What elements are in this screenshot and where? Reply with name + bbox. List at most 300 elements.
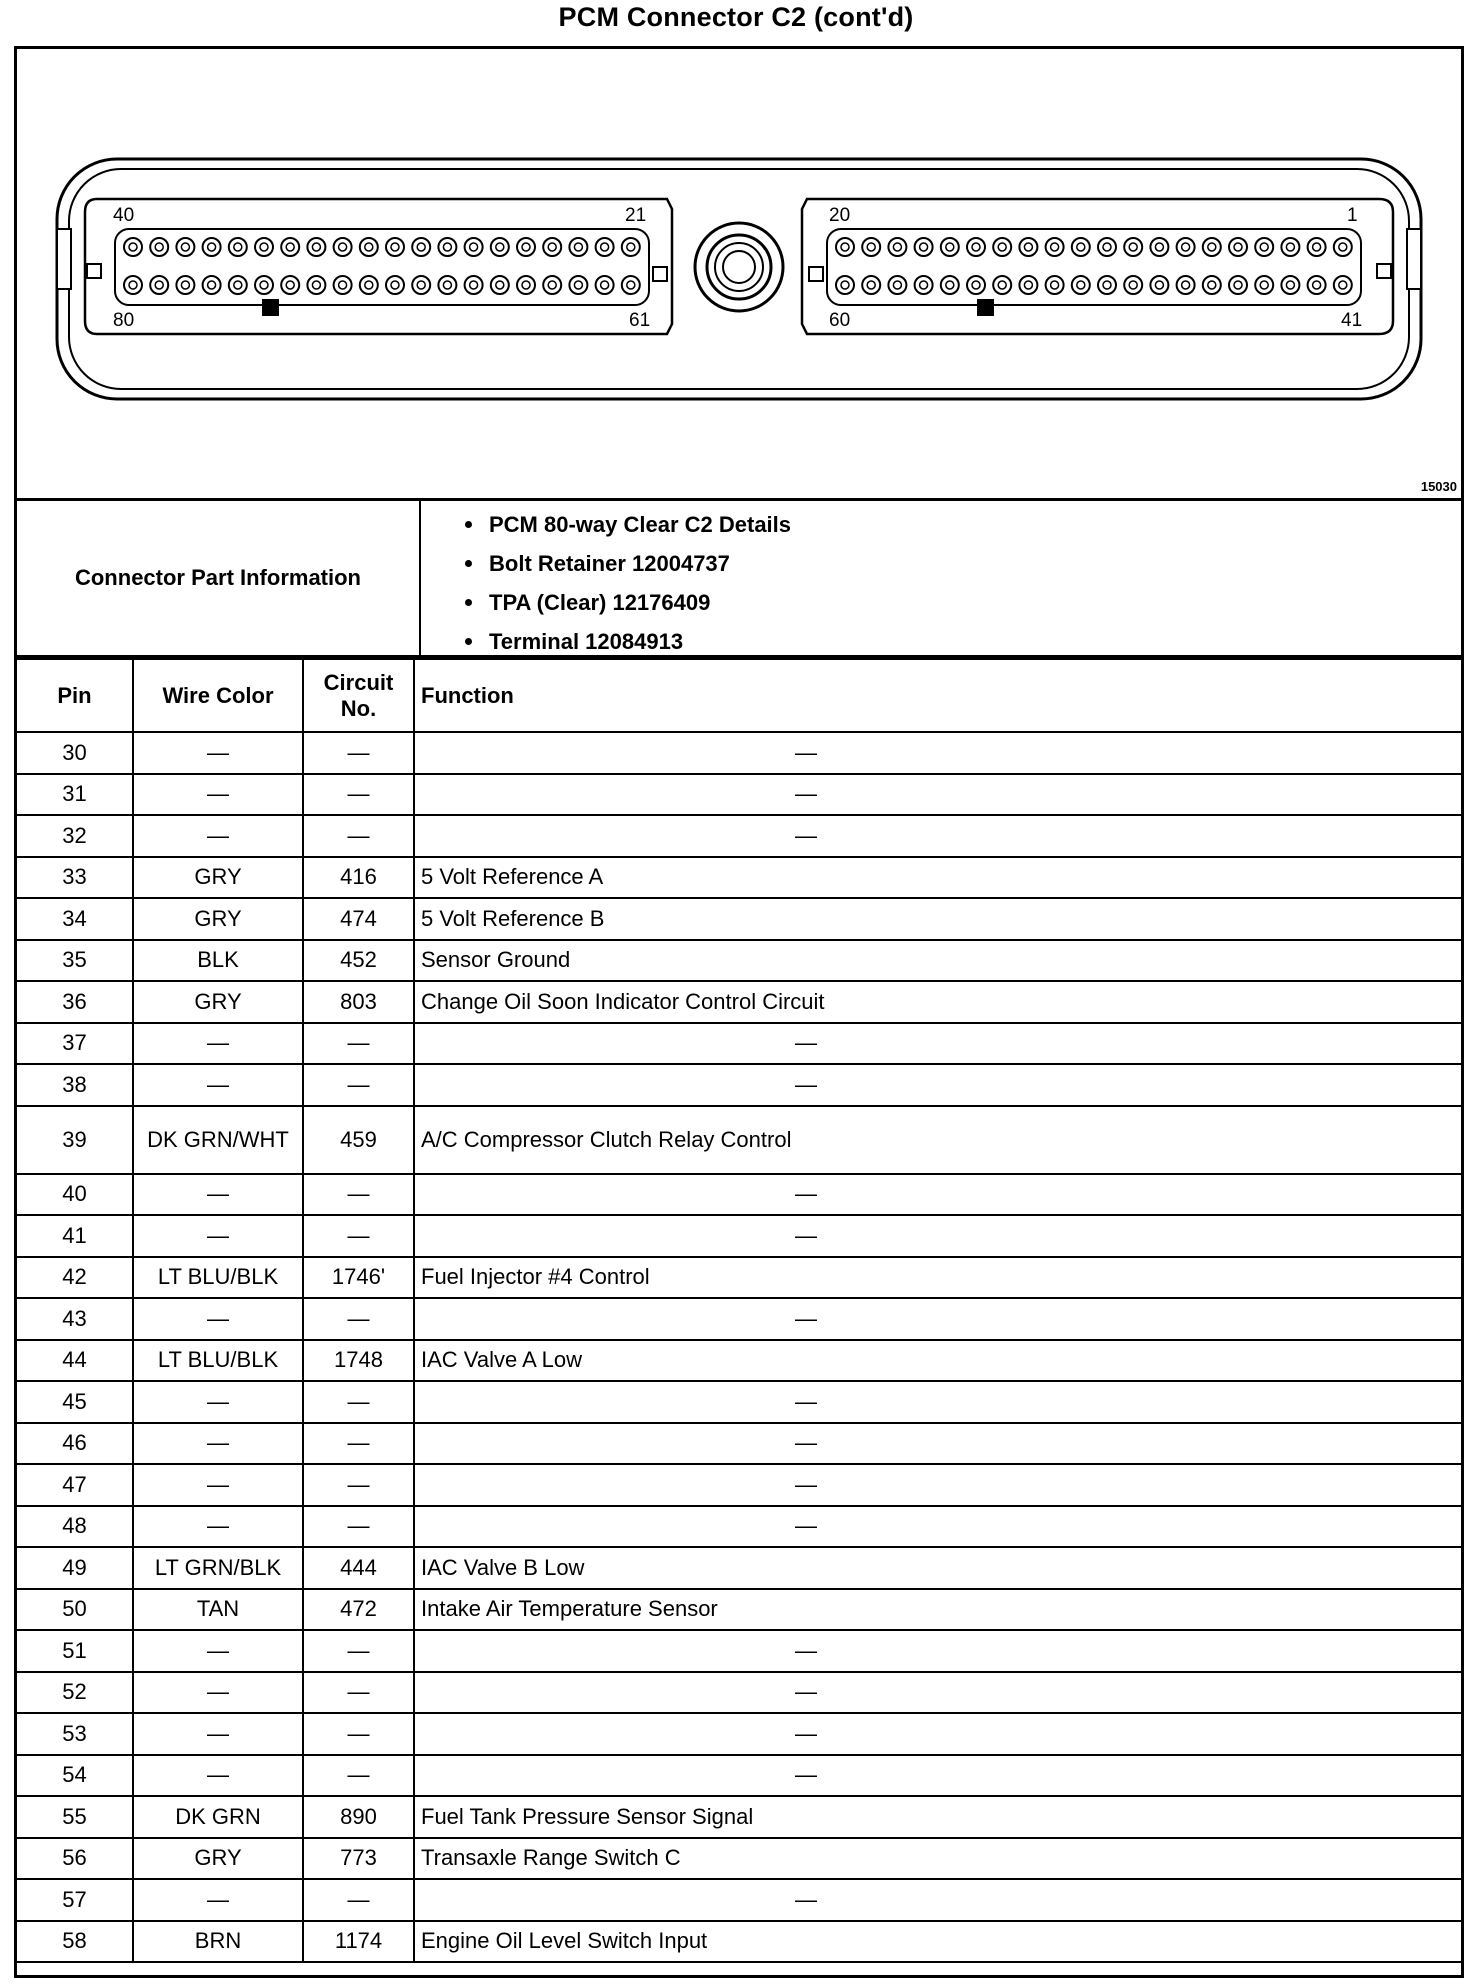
- pin-hole-inner: [920, 281, 928, 289]
- circuit-cell: —: [303, 1423, 414, 1465]
- pin-cell: 56: [17, 1838, 133, 1880]
- pin-hole-inner: [1024, 243, 1032, 251]
- function-cell: IAC Valve A Low: [414, 1340, 1461, 1382]
- pin-hole-inner: [470, 281, 478, 289]
- wire-color-cell: —: [133, 1879, 303, 1921]
- function-cell: IAC Valve B Low: [414, 1547, 1461, 1589]
- pin-hole: [281, 276, 299, 294]
- function-cell: —: [414, 1755, 1461, 1797]
- pin-hole-inner: [234, 243, 242, 251]
- pin-hole-inner: [548, 243, 556, 251]
- pin-hole: [1177, 276, 1195, 294]
- table-row: [17, 1340, 1461, 1382]
- pin-cell: 33: [17, 857, 133, 899]
- function-cell: —: [414, 732, 1461, 774]
- pin-hole-inner: [260, 281, 268, 289]
- table-row: [17, 1921, 1461, 1963]
- pin-cell: 40: [17, 1174, 133, 1216]
- pin-hole: [465, 276, 483, 294]
- circuit-cell: —: [303, 1879, 414, 1921]
- pin-cell: 55: [17, 1796, 133, 1838]
- pin-hole-inner: [496, 243, 504, 251]
- function-cell: —: [414, 1713, 1461, 1755]
- pin-hole-inner: [1260, 281, 1268, 289]
- connector-part-details: [421, 505, 791, 661]
- part-detail: Terminal 12084913: [421, 622, 791, 661]
- table-row: [17, 1506, 1461, 1548]
- pin-label-61: 61: [629, 310, 651, 331]
- pin-hole-inner: [1155, 281, 1163, 289]
- table-row: [17, 1464, 1461, 1506]
- pin-hole-inner: [339, 243, 347, 251]
- pin-cell: 30: [17, 732, 133, 774]
- wire-color-cell: —: [133, 1064, 303, 1106]
- pin-hole: [150, 238, 168, 256]
- function-cell: —: [414, 1464, 1461, 1506]
- pin-hole-inner: [893, 243, 901, 251]
- part-detail: PCM 80-way Clear C2 Details: [421, 505, 791, 544]
- pin-hole-inner: [946, 281, 954, 289]
- pin-cell: 49: [17, 1547, 133, 1589]
- pin-hole: [150, 276, 168, 294]
- pin-cell: 51: [17, 1630, 133, 1672]
- function-cell: —: [414, 1064, 1461, 1106]
- pin-hole: [596, 276, 614, 294]
- pin-hole: [255, 238, 273, 256]
- pin-hole-inner: [1339, 243, 1347, 251]
- pin-hole-inner: [129, 243, 137, 251]
- pin-hole: [1019, 276, 1037, 294]
- pin-cell: 35: [17, 940, 133, 982]
- wire-color-cell: —: [133, 1023, 303, 1065]
- circuit-cell: 459: [303, 1106, 414, 1174]
- pin-hole-inner: [155, 281, 163, 289]
- pin-cell: 53: [17, 1713, 133, 1755]
- pin-hole: [1150, 238, 1168, 256]
- wire-color-cell: —: [133, 1755, 303, 1797]
- pin-hole: [1229, 276, 1247, 294]
- wire-color-cell: —: [133, 732, 303, 774]
- wire-color-cell: —: [133, 1506, 303, 1548]
- pin-cell: 50: [17, 1589, 133, 1631]
- pin-hole: [1203, 238, 1221, 256]
- function-cell: —: [414, 1174, 1461, 1216]
- pinout-rows: [17, 732, 1461, 1962]
- pin-hole: [360, 276, 378, 294]
- pin-hole: [176, 276, 194, 294]
- pin-hole: [124, 238, 142, 256]
- pin-hole-inner: [208, 281, 216, 289]
- table-row: [17, 981, 1461, 1023]
- connector-diagram: [17, 49, 1461, 501]
- pin-cell: 32: [17, 815, 133, 857]
- wire-color-cell: —: [133, 774, 303, 816]
- pin-hole-inner: [1051, 281, 1059, 289]
- pin-cell: 42: [17, 1257, 133, 1299]
- pin-hole: [412, 276, 430, 294]
- pin-hole: [386, 276, 404, 294]
- pin-hole: [1072, 276, 1090, 294]
- table-row: [17, 1023, 1461, 1065]
- pin-hole: [203, 238, 221, 256]
- pin-hole: [1308, 276, 1326, 294]
- circuit-cell: —: [303, 1215, 414, 1257]
- table-row: [17, 732, 1461, 774]
- pin-hole: [334, 238, 352, 256]
- pin-hole: [862, 276, 880, 294]
- pin-hole: [622, 238, 640, 256]
- table-header-row: [17, 659, 1461, 732]
- pin-hole-inner: [627, 243, 635, 251]
- circuit-cell: —: [303, 1064, 414, 1106]
- pin-hole: [438, 238, 456, 256]
- pin-hole: [967, 238, 985, 256]
- pin-hole: [596, 238, 614, 256]
- table-row: [17, 1215, 1461, 1257]
- function-cell: Engine Oil Level Switch Input: [414, 1921, 1461, 1963]
- pin-hole: [229, 276, 247, 294]
- circuit-cell: 416: [303, 857, 414, 899]
- pin-hole: [836, 238, 854, 256]
- pin-hole-inner: [443, 243, 451, 251]
- pin-hole-inner: [417, 243, 425, 251]
- wire-color-cell: LT BLU/BLK: [133, 1257, 303, 1299]
- pin-hole-inner: [129, 281, 137, 289]
- pin-hole-inner: [417, 281, 425, 289]
- pin-hole-inner: [312, 243, 320, 251]
- pin-hole-inner: [972, 281, 980, 289]
- pin-hole-inner: [601, 281, 609, 289]
- connector-face-drawing: [17, 49, 1461, 501]
- pin-hole-inner: [208, 243, 216, 251]
- pin-cell: 38: [17, 1064, 133, 1106]
- function-cell: Sensor Ground: [414, 940, 1461, 982]
- connector-part-info-label: Connector Part Information: [17, 501, 421, 655]
- pin-hole: [1281, 238, 1299, 256]
- pin-hole-inner: [841, 281, 849, 289]
- pin-hole-inner: [522, 243, 530, 251]
- pin-cell: 41: [17, 1215, 133, 1257]
- pin-hole: [307, 238, 325, 256]
- table-row: [17, 940, 1461, 982]
- pin-hole: [281, 238, 299, 256]
- table-row: [17, 898, 1461, 940]
- function-cell: —: [414, 1672, 1461, 1714]
- pin-hole-inner: [627, 281, 635, 289]
- pin-hole: [862, 238, 880, 256]
- table-row: [17, 1838, 1461, 1880]
- circuit-cell: 803: [303, 981, 414, 1023]
- pin-hole: [465, 238, 483, 256]
- pinout-table: [17, 658, 1461, 1963]
- pin-hole: [967, 276, 985, 294]
- pin-hole: [229, 238, 247, 256]
- pin-cell: 54: [17, 1755, 133, 1797]
- pin-hole: [569, 276, 587, 294]
- wire-color-cell: GRY: [133, 1838, 303, 1880]
- function-cell: —: [414, 815, 1461, 857]
- pin-hole: [941, 276, 959, 294]
- pin-hole: [1046, 238, 1064, 256]
- pin-label-20: 20: [829, 205, 851, 226]
- pin-hole: [360, 238, 378, 256]
- pin-hole-inner: [548, 281, 556, 289]
- pin-label-1: 1: [1347, 205, 1358, 226]
- pin-hole-inner: [920, 243, 928, 251]
- pin-cell: 36: [17, 981, 133, 1023]
- table-row: [17, 1381, 1461, 1423]
- pin-cell: 37: [17, 1023, 133, 1065]
- pin-hole-inner: [155, 243, 163, 251]
- table-row: [17, 1589, 1461, 1631]
- pin-hole: [307, 276, 325, 294]
- pin-hole-inner: [365, 281, 373, 289]
- pin-label-41: 41: [1341, 310, 1363, 331]
- pin-cell: 47: [17, 1464, 133, 1506]
- pin-hole: [1255, 238, 1273, 256]
- function-cell: Intake Air Temperature Sensor: [414, 1589, 1461, 1631]
- table-row: [17, 815, 1461, 857]
- circuit-cell: —: [303, 1023, 414, 1065]
- wire-color-cell: GRY: [133, 981, 303, 1023]
- pin-hole: [1203, 276, 1221, 294]
- wire-color-cell: —: [133, 1423, 303, 1465]
- pin-hole: [1019, 238, 1037, 256]
- pin-cell: 44: [17, 1340, 133, 1382]
- wire-color-cell: TAN: [133, 1589, 303, 1631]
- part-detail: TPA (Clear) 12176409: [421, 583, 791, 622]
- wire-color-cell: —: [133, 1381, 303, 1423]
- wire-color-cell: —: [133, 815, 303, 857]
- pin-hole: [941, 238, 959, 256]
- pin-hole-inner: [1339, 281, 1347, 289]
- pin-hole-inner: [867, 243, 875, 251]
- circuit-cell: 472: [303, 1589, 414, 1631]
- pin-hole: [334, 276, 352, 294]
- wire-color-cell: —: [133, 1298, 303, 1340]
- pin-hole-inner: [1313, 243, 1321, 251]
- pin-hole-inner: [998, 281, 1006, 289]
- function-cell: —: [414, 774, 1461, 816]
- circuit-cell: —: [303, 1672, 414, 1714]
- pin-hole-inner: [1103, 243, 1111, 251]
- function-cell: —: [414, 1879, 1461, 1921]
- pin-label-40: 40: [113, 205, 135, 226]
- table-row: [17, 1174, 1461, 1216]
- circuit-cell: —: [303, 1755, 414, 1797]
- pin-hole-inner: [1155, 243, 1163, 251]
- circuit-cell: 452: [303, 940, 414, 982]
- wire-color-cell: —: [133, 1630, 303, 1672]
- wire-color-cell: —: [133, 1672, 303, 1714]
- pin-label-21: 21: [625, 205, 647, 226]
- pin-hole: [1281, 276, 1299, 294]
- pin-hole: [1124, 238, 1142, 256]
- function-cell: —: [414, 1381, 1461, 1423]
- table-row: [17, 857, 1461, 899]
- pin-hole-inner: [1051, 243, 1059, 251]
- pin-hole-inner: [574, 281, 582, 289]
- function-cell: —: [414, 1423, 1461, 1465]
- pin-hole: [622, 276, 640, 294]
- pin-hole-inner: [841, 243, 849, 251]
- pin-cell: 34: [17, 898, 133, 940]
- function-cell: A/C Compressor Clutch Relay Control: [414, 1106, 1461, 1174]
- function-cell: —: [414, 1215, 1461, 1257]
- circuit-cell: 474: [303, 898, 414, 940]
- table-row: [17, 1879, 1461, 1921]
- pin-hole: [517, 238, 535, 256]
- pin-hole: [491, 238, 509, 256]
- pin-hole: [1334, 276, 1352, 294]
- pin-hole: [517, 276, 535, 294]
- pin-hole: [203, 276, 221, 294]
- wire-color-cell: LT BLU/BLK: [133, 1340, 303, 1382]
- pin-hole-inner: [391, 281, 399, 289]
- pin-hole-inner: [1286, 243, 1294, 251]
- circuit-cell: —: [303, 774, 414, 816]
- wire-color-cell: —: [133, 1713, 303, 1755]
- function-cell: —: [414, 1023, 1461, 1065]
- pin-hole: [1229, 238, 1247, 256]
- pin-hole-inner: [946, 243, 954, 251]
- pin-cell: 48: [17, 1506, 133, 1548]
- pin-hole-inner: [867, 281, 875, 289]
- pin-hole-inner: [1077, 243, 1085, 251]
- pin-hole: [915, 276, 933, 294]
- header-wire-color: Wire Color: [133, 659, 303, 732]
- table-row: [17, 1796, 1461, 1838]
- pin-hole: [1308, 238, 1326, 256]
- circuit-cell: 1746': [303, 1257, 414, 1299]
- wire-color-cell: DK GRN: [133, 1796, 303, 1838]
- circuit-cell: —: [303, 1381, 414, 1423]
- part-detail: Bolt Retainer 12004737: [421, 544, 791, 583]
- pin-hole-inner: [1208, 281, 1216, 289]
- pin-hole: [491, 276, 509, 294]
- pin-hole-inner: [365, 243, 373, 251]
- circuit-cell: —: [303, 1506, 414, 1548]
- header-circuit-no: Circuit No.: [303, 659, 414, 732]
- pin-hole: [888, 238, 906, 256]
- pin-hole: [176, 238, 194, 256]
- pin-hole: [993, 276, 1011, 294]
- wire-color-cell: BLK: [133, 940, 303, 982]
- pin-hole-inner: [601, 243, 609, 251]
- header-function: Function: [414, 659, 1461, 732]
- pin-hole-inner: [286, 243, 294, 251]
- function-cell: Transaxle Range Switch C: [414, 1838, 1461, 1880]
- table-row: [17, 774, 1461, 816]
- header-pin: Pin: [17, 659, 133, 732]
- circuit-cell: —: [303, 1713, 414, 1755]
- table-row: [17, 1064, 1461, 1106]
- pin-hole-inner: [522, 281, 530, 289]
- pin-hole: [1150, 276, 1168, 294]
- pin-hole-inner: [391, 243, 399, 251]
- circuit-cell: —: [303, 815, 414, 857]
- pin-hole-inner: [574, 243, 582, 251]
- pin-hole-inner: [1208, 243, 1216, 251]
- pin-cell: 43: [17, 1298, 133, 1340]
- circuit-cell: —: [303, 1630, 414, 1672]
- pin-hole: [124, 276, 142, 294]
- table-row: [17, 1630, 1461, 1672]
- circuit-cell: 444: [303, 1547, 414, 1589]
- circuit-cell: 773: [303, 1838, 414, 1880]
- pin-hole-inner: [1286, 281, 1294, 289]
- circuit-cell: —: [303, 1464, 414, 1506]
- pin-hole: [1177, 238, 1195, 256]
- pin-cell: 45: [17, 1381, 133, 1423]
- function-cell: —: [414, 1298, 1461, 1340]
- function-cell: Fuel Tank Pressure Sensor Signal: [414, 1796, 1461, 1838]
- function-cell: 5 Volt Reference B: [414, 898, 1461, 940]
- function-cell: —: [414, 1630, 1461, 1672]
- function-cell: Fuel Injector #4 Control: [414, 1257, 1461, 1299]
- pin-hole: [543, 238, 561, 256]
- pin-hole-inner: [972, 243, 980, 251]
- pin-hole-inner: [234, 281, 242, 289]
- pin-hole-inner: [893, 281, 901, 289]
- pin-cell: 57: [17, 1879, 133, 1921]
- pin-hole-inner: [1182, 243, 1190, 251]
- wire-color-cell: —: [133, 1215, 303, 1257]
- pin-hole: [1255, 276, 1273, 294]
- circuit-cell: —: [303, 1298, 414, 1340]
- pin-hole-inner: [339, 281, 347, 289]
- pin-hole-inner: [312, 281, 320, 289]
- connector-part-info: [17, 501, 1461, 658]
- function-cell: —: [414, 1506, 1461, 1548]
- page-title: PCM Connector C2 (cont'd): [558, 2, 914, 32]
- pin-cell: 58: [17, 1921, 133, 1963]
- pin-hole: [1098, 238, 1116, 256]
- circuit-cell: 1174: [303, 1921, 414, 1963]
- pin-hole: [1124, 276, 1142, 294]
- figure-number: 15030: [1420, 479, 1457, 494]
- pin-hole-inner: [1024, 281, 1032, 289]
- pin-cell: 39: [17, 1106, 133, 1174]
- pin-hole: [1334, 238, 1352, 256]
- pin-hole: [1098, 276, 1116, 294]
- pin-hole-inner: [1234, 281, 1242, 289]
- wire-color-cell: DK GRN/WHT: [133, 1106, 303, 1174]
- pin-hole-inner: [1077, 281, 1085, 289]
- pin-cell: 31: [17, 774, 133, 816]
- wire-color-cell: —: [133, 1464, 303, 1506]
- pin-cell: 46: [17, 1423, 133, 1465]
- function-cell: 5 Volt Reference A: [414, 857, 1461, 899]
- pin-hole-inner: [1260, 243, 1268, 251]
- pin-hole-inner: [1313, 281, 1321, 289]
- wire-color-cell: —: [133, 1174, 303, 1216]
- circuit-cell: 890: [303, 1796, 414, 1838]
- circuit-cell: —: [303, 1174, 414, 1216]
- pin-label-80: 80: [113, 310, 135, 331]
- pin-hole: [543, 276, 561, 294]
- function-cell: Change Oil Soon Indicator Control Circuit: [414, 981, 1461, 1023]
- pin-hole-inner: [286, 281, 294, 289]
- pin-hole-inner: [998, 243, 1006, 251]
- wire-color-cell: LT GRN/BLK: [133, 1547, 303, 1589]
- table-row: [17, 1423, 1461, 1465]
- pin-label-60: 60: [829, 310, 851, 331]
- table-row: [17, 1755, 1461, 1797]
- pin-hole: [438, 276, 456, 294]
- pin-hole: [836, 276, 854, 294]
- pin-hole: [386, 238, 404, 256]
